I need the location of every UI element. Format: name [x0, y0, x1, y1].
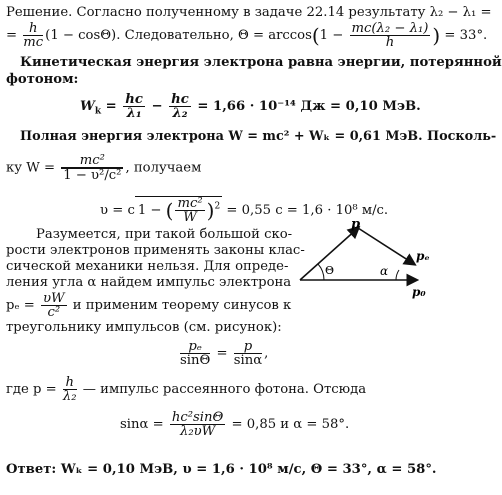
- fraction-mc-dl-h: $\frac{\text{mc(λ₂ − λ₁)}}{h}$: [351, 21, 429, 50]
- velocity-formula: υ = c 1 − ( $\frac{\text{mc²}}{W}$ )$^2$ = 0,55 c = 1,6 · 10⁸ м/с.: [100, 196, 389, 225]
- p-eq: где p =: [6, 382, 57, 397]
- fraction-hc-l2: $\frac{hc}{\text{λ₂}}$: [171, 92, 189, 121]
- fraction-vw-c2: $\frac{\upsilon W}{\text{c²}}$: [43, 291, 65, 320]
- w-eq: ку W =: [6, 160, 55, 176]
- para-text-6: треугольнику импульсов (см. рисунок):: [6, 320, 282, 335]
- photon-momentum-text: — импульс рассеянного фотона. Отсюда: [82, 382, 367, 397]
- text-line-6: [20, 129, 496, 145]
- v-eq: υ = c: [100, 203, 135, 218]
- sin-alpha-formula: [120, 411, 349, 438]
- fraction-h-mc: $\frac{h}{mc}$: [23, 21, 44, 50]
- obtain-text: , получаем: [125, 160, 202, 176]
- kinetic-energy-formula: $W_k$ = $\frac{hc}{\text{λ₁}}$ − $\frac{hc}{\text{λ₂}}$ = 1,66 · 10⁻¹⁴ Дж = 0,10 МэВ.: [80, 92, 421, 121]
- kinetic-energy-text: Кинетическая энергия электрона равна энергии, потерянной: [20, 55, 502, 70]
- label-p: p: [351, 217, 361, 232]
- para-text-1: Разумеется, при такой большой ско-: [36, 227, 293, 242]
- fraction-relativistic: $\frac{\text{mc²}}{\text{1 − υ²/c²}}$: [63, 153, 122, 183]
- para-line-8: [6, 376, 366, 403]
- answer-line: [6, 462, 437, 478]
- text-line-3: [20, 55, 502, 71]
- para-text-3: сической механики нельзя. Для опреде-: [6, 259, 289, 274]
- theta-arc: [318, 264, 324, 280]
- para-text-2: рости электронов применять законы клас-: [6, 243, 305, 258]
- fraction-mc2-w: $\frac{\text{mc²}}{W}$: [177, 196, 203, 225]
- sin-alpha-eq: sinα =: [120, 417, 164, 432]
- photon-text: фотоном:: [6, 72, 79, 87]
- para-line-1: [36, 227, 292, 243]
- vector-pe: [358, 228, 414, 264]
- fraction-hc-l1: $\frac{hc}{\text{λ₁}}$: [125, 92, 143, 121]
- theta-result: = 33°.: [444, 28, 488, 43]
- label-theta: Θ: [325, 264, 335, 277]
- para-line-5: [6, 292, 291, 319]
- text-line-7: [6, 154, 201, 182]
- label-alpha: α: [380, 264, 389, 278]
- wk-result: = 1,66 · 10⁻¹⁴ Дж = 0,10 МэВ.: [197, 99, 421, 114]
- fraction-pe-sintheta: $\frac{\text{pₑ}}{\sin\Theta}$: [180, 339, 211, 368]
- equals-sign: =: [6, 28, 18, 43]
- total-energy-text: Полная энергия электрона W = mc² + Wₖ = 0,61 МэВ. Посколь-: [20, 129, 497, 144]
- text-line-4: [6, 72, 78, 88]
- theta-formula: (1 − cosΘ). Следовательно, Θ = arccos: [45, 28, 312, 43]
- alpha-result: = 0,85 и α = 58°.: [231, 417, 350, 432]
- label-pe: pₑ: [416, 249, 430, 263]
- alpha-arc: [396, 270, 399, 280]
- fraction-p-sinalpha: $\frac{p}{\sin\alpha}$: [233, 339, 263, 368]
- para-line-2: [6, 243, 305, 259]
- text-line-1: [6, 5, 492, 21]
- wk-symbol: W: [80, 99, 95, 114]
- sine-ratio: $\frac{\text{pₑ}}{\sin\Theta}$ = $\frac{p}{\sin\alpha}$ ,: [180, 339, 269, 368]
- solution-intro: Решение. Согласно полученному в задаче 22.14 результату λ₂ − λ₁ =: [6, 5, 492, 20]
- label-p0: p₀: [412, 285, 426, 299]
- v-result: = 0,55 c = 1,6 · 10⁸ м/с.: [226, 203, 389, 218]
- pe-eq: pₑ =: [6, 298, 35, 313]
- fraction-h-l2: $\frac{h}{\text{λ₂}}$: [62, 375, 77, 404]
- sine-theorem-text: и применим теорему синусов к: [72, 298, 292, 313]
- fraction-hc2-sin: $\frac{\text{hc²sinΘ}}{\text{λ₂υW}}$: [171, 410, 224, 439]
- text-line-2: = $\frac{h}{mc}$ (1 − cosΘ). Следовательно, Θ = arccos(1 − $\frac{\text{mc(λ₂ − λ₁)}}{h}$ ) = 33°.: [6, 21, 488, 50]
- para-text-4: ления угла α найдем импульс электрона: [6, 275, 292, 290]
- momentum-triangle-diagram: [296, 218, 442, 302]
- answer-text: Ответ: Wₖ = 0,10 МэВ, υ = 1,6 · 10⁸ м/с, Θ = 33°, α = 58°.: [6, 462, 437, 477]
- para-line-3: [6, 259, 288, 275]
- para-line-4: [6, 275, 291, 291]
- para-line-6: [6, 320, 282, 336]
